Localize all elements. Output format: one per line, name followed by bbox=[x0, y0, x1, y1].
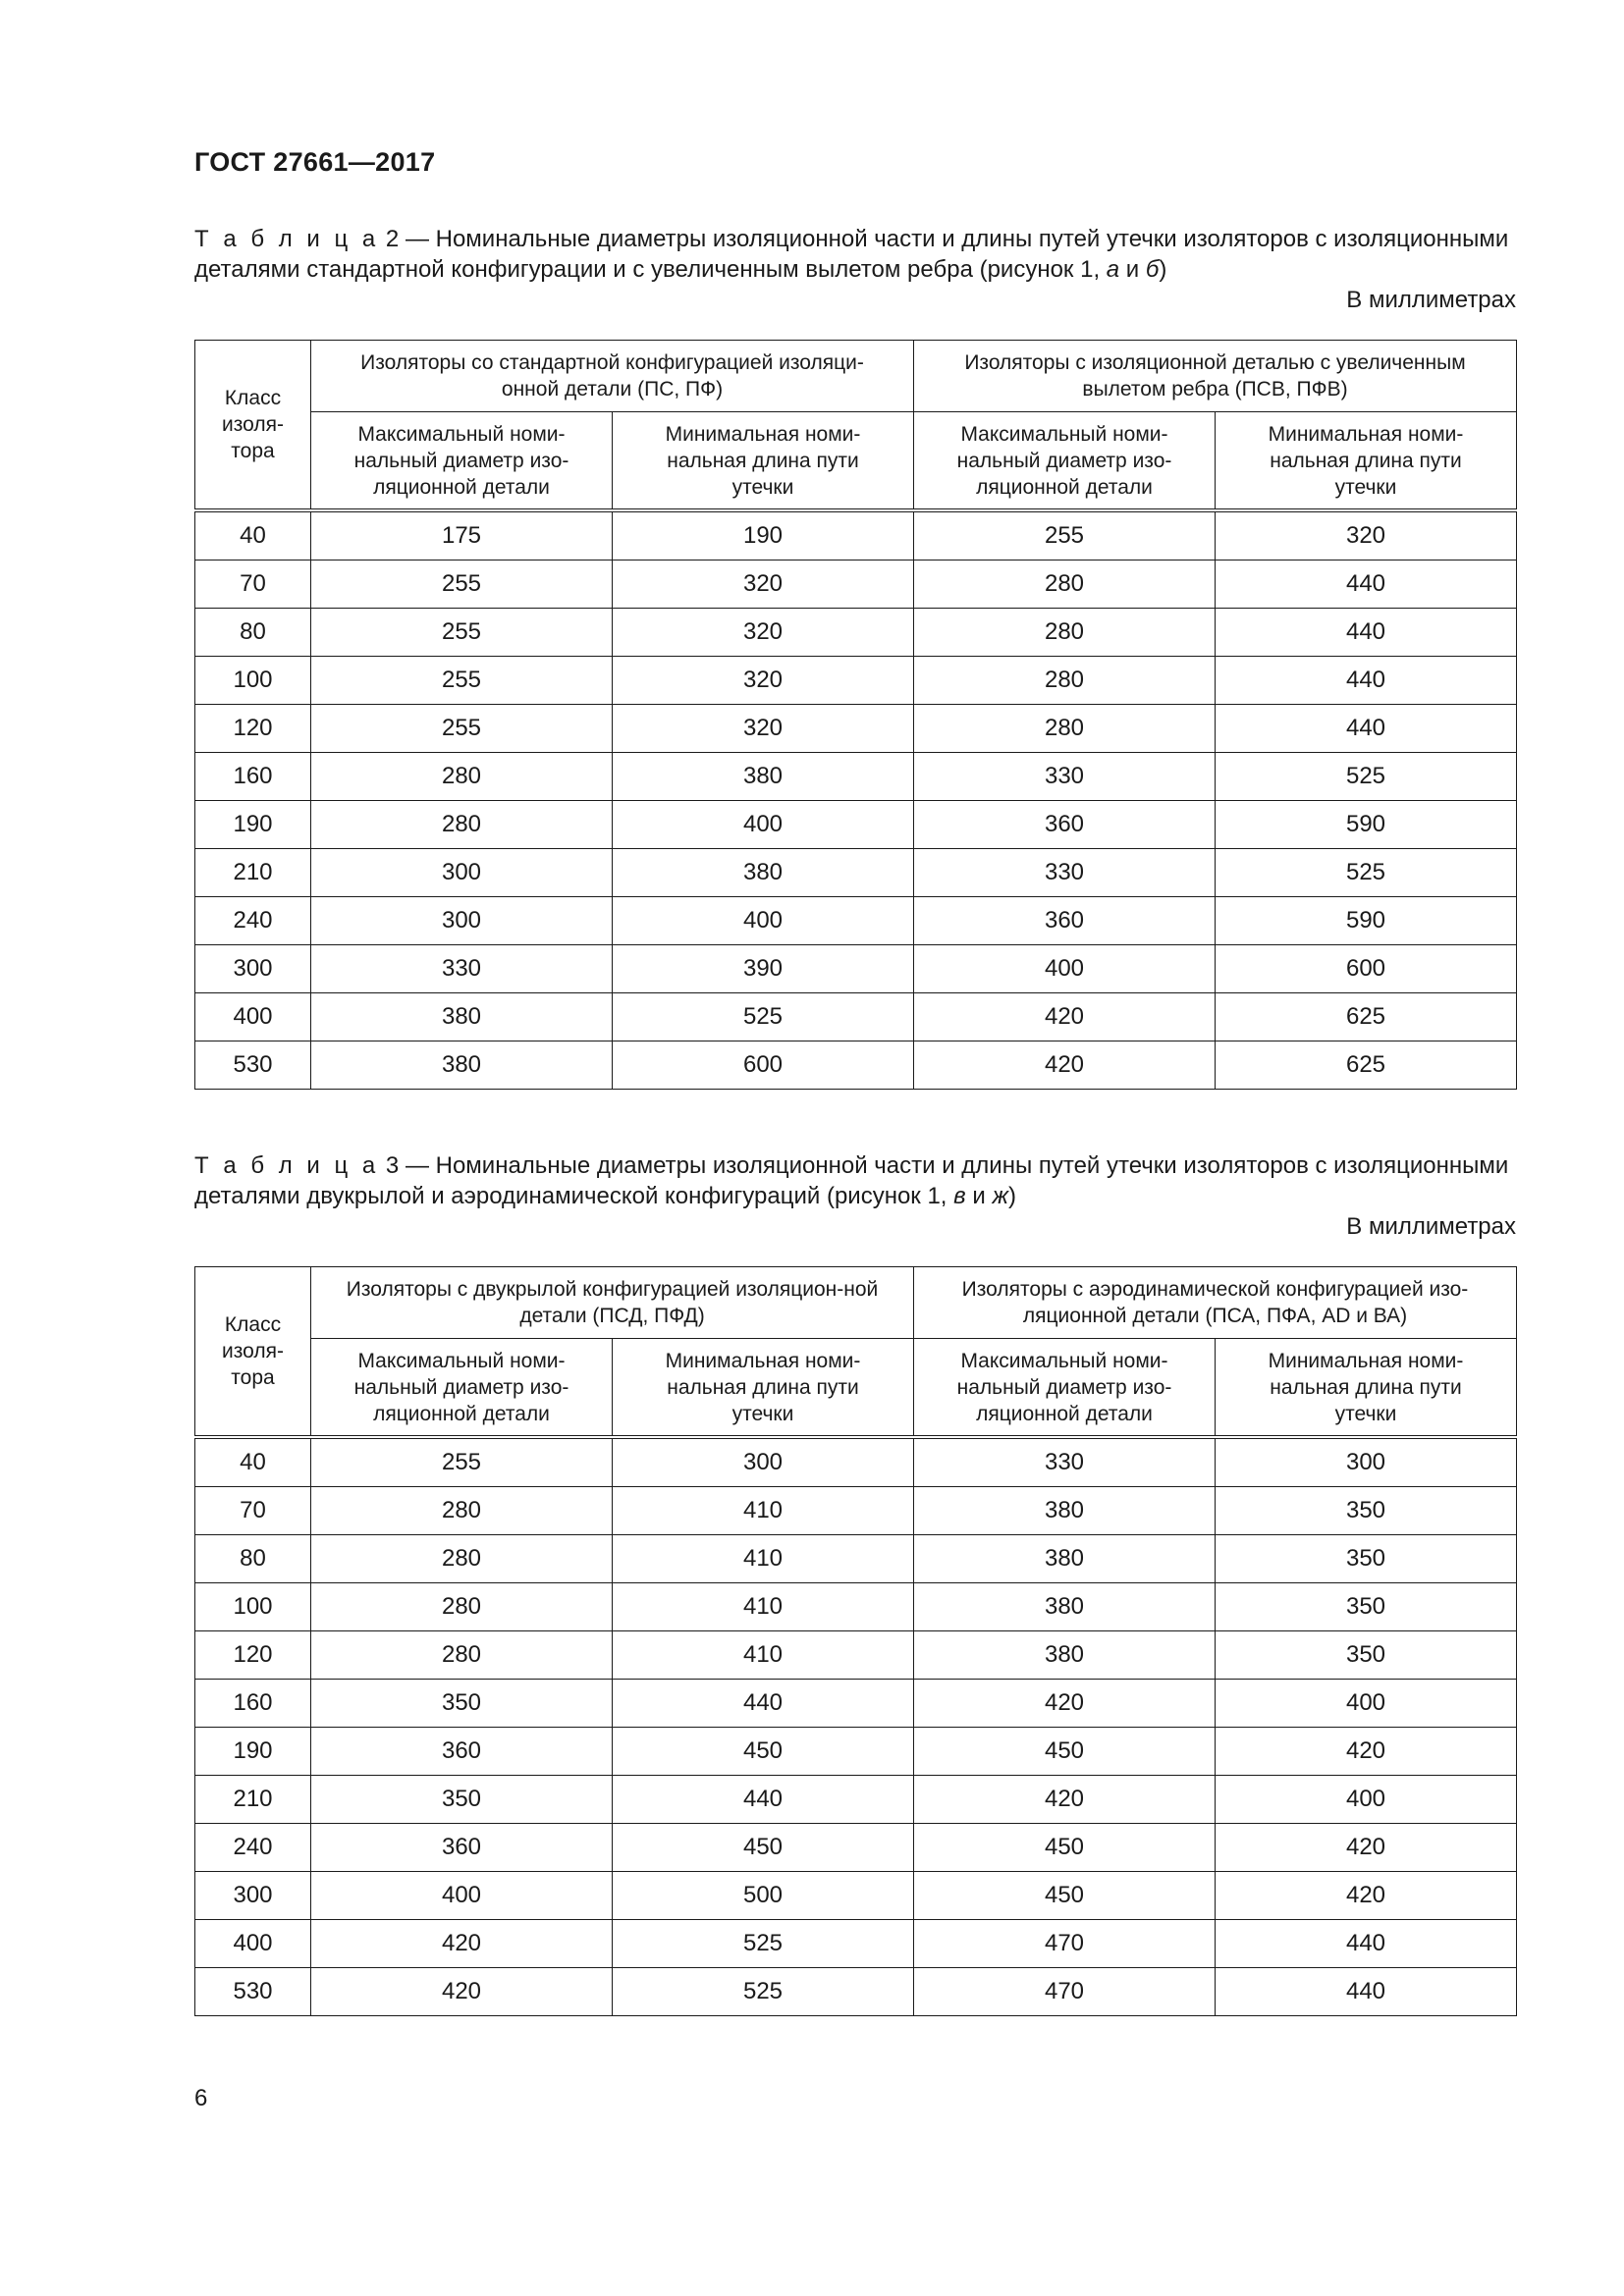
class-cell: 190 bbox=[195, 801, 311, 849]
value-cell: 420 bbox=[914, 1776, 1216, 1824]
table-row bbox=[195, 561, 1517, 609]
value-cell: 525 bbox=[613, 1920, 914, 1968]
value-cell: 400 bbox=[1216, 1680, 1517, 1728]
value-cell: 280 bbox=[311, 1487, 613, 1535]
value-cell: 410 bbox=[613, 1583, 914, 1631]
value-cell: 470 bbox=[914, 1968, 1216, 2016]
group-header-extended-rib: Изоляторы с изоляционной деталью с увеличенным вылетом ребра (ПСВ, ПФВ) bbox=[914, 341, 1517, 412]
value-cell: 625 bbox=[1216, 993, 1517, 1041]
value-cell: 380 bbox=[311, 1041, 613, 1090]
value-cell: 440 bbox=[1216, 705, 1517, 753]
table-row bbox=[195, 1487, 1517, 1535]
table-3-caption bbox=[194, 1150, 1516, 1211]
sub-header-max-diameter: Максимальный номи-нальный диаметр изо-ляционной детали bbox=[914, 1339, 1216, 1438]
value-cell: 470 bbox=[914, 1920, 1216, 1968]
value-cell: 360 bbox=[914, 897, 1216, 945]
sub-header-max-diameter: Максимальный номи-нальный диаметр изо-ляционной детали bbox=[311, 1339, 613, 1438]
value-cell: 420 bbox=[311, 1968, 613, 2016]
value-cell: 300 bbox=[311, 849, 613, 897]
value-cell: 320 bbox=[613, 657, 914, 705]
value-cell: 280 bbox=[914, 561, 1216, 609]
value-cell: 380 bbox=[914, 1535, 1216, 1583]
class-cell: 80 bbox=[195, 1535, 311, 1583]
value-cell: 360 bbox=[311, 1728, 613, 1776]
value-cell: 440 bbox=[1216, 609, 1517, 657]
value-cell: 600 bbox=[613, 1041, 914, 1090]
value-cell: 380 bbox=[914, 1487, 1216, 1535]
class-cell: 40 bbox=[195, 510, 311, 561]
value-cell: 625 bbox=[1216, 1041, 1517, 1090]
table-2-caption-ref-b: б bbox=[1145, 256, 1160, 283]
value-cell: 255 bbox=[914, 510, 1216, 561]
table-row bbox=[195, 1437, 1517, 1487]
value-cell: 420 bbox=[914, 993, 1216, 1041]
value-cell: 330 bbox=[914, 753, 1216, 801]
table-3-caption-and: и bbox=[965, 1183, 993, 1209]
value-cell: 280 bbox=[311, 1631, 613, 1680]
value-cell: 440 bbox=[613, 1776, 914, 1824]
value-cell: 320 bbox=[613, 561, 914, 609]
class-cell: 80 bbox=[195, 609, 311, 657]
value-cell: 320 bbox=[1216, 510, 1517, 561]
table-row bbox=[195, 801, 1517, 849]
class-column-header: Класс изоля-тора bbox=[195, 341, 311, 511]
table-row bbox=[195, 1680, 1517, 1728]
value-cell: 400 bbox=[311, 1872, 613, 1920]
value-cell: 300 bbox=[311, 897, 613, 945]
group-header-two-wing: Изоляторы с двукрылой конфигурацией изоляцион-ной детали (ПСД, ПФД) bbox=[311, 1267, 914, 1339]
table-3-units: В миллиметрах bbox=[1346, 1213, 1516, 1240]
sub-header-max-diameter: Максимальный номи-нальный диаметр изо-ляционной детали bbox=[914, 412, 1216, 511]
sub-header-min-leakage: Минимальная номи-нальная длина пути утечки bbox=[613, 1339, 914, 1438]
value-cell: 190 bbox=[613, 510, 914, 561]
value-cell: 420 bbox=[1216, 1872, 1517, 1920]
class-cell: 120 bbox=[195, 1631, 311, 1680]
value-cell: 410 bbox=[613, 1631, 914, 1680]
sub-header-min-leakage: Минимальная номи-нальная длина пути утечки bbox=[613, 412, 914, 511]
table-row bbox=[195, 1968, 1517, 2016]
class-cell: 160 bbox=[195, 753, 311, 801]
table-row bbox=[195, 1824, 1517, 1872]
value-cell: 330 bbox=[311, 945, 613, 993]
class-cell: 100 bbox=[195, 657, 311, 705]
value-cell: 360 bbox=[311, 1824, 613, 1872]
value-cell: 400 bbox=[613, 897, 914, 945]
value-cell: 420 bbox=[914, 1680, 1216, 1728]
table-row bbox=[195, 849, 1517, 897]
table-2-caption-and: и bbox=[1119, 256, 1146, 283]
value-cell: 440 bbox=[1216, 561, 1517, 609]
value-cell: 330 bbox=[914, 1437, 1216, 1487]
value-cell: 380 bbox=[613, 849, 914, 897]
value-cell: 380 bbox=[914, 1583, 1216, 1631]
table-row bbox=[195, 945, 1517, 993]
value-cell: 280 bbox=[311, 801, 613, 849]
value-cell: 280 bbox=[311, 1583, 613, 1631]
value-cell: 390 bbox=[613, 945, 914, 993]
table-row bbox=[195, 1872, 1517, 1920]
table-3-body bbox=[195, 1437, 1517, 2016]
class-cell: 100 bbox=[195, 1583, 311, 1631]
table-row bbox=[195, 1631, 1517, 1680]
value-cell: 440 bbox=[1216, 657, 1517, 705]
table-row bbox=[195, 1920, 1517, 1968]
value-cell: 380 bbox=[914, 1631, 1216, 1680]
value-cell: 440 bbox=[1216, 1968, 1517, 2016]
value-cell: 280 bbox=[311, 753, 613, 801]
table-2-units: В миллиметрах bbox=[1346, 287, 1516, 313]
class-cell: 210 bbox=[195, 849, 311, 897]
value-cell: 350 bbox=[1216, 1487, 1517, 1535]
value-cell: 255 bbox=[311, 561, 613, 609]
value-cell: 525 bbox=[613, 993, 914, 1041]
value-cell: 255 bbox=[311, 1437, 613, 1487]
class-cell: 400 bbox=[195, 1920, 311, 1968]
value-cell: 255 bbox=[311, 657, 613, 705]
value-cell: 500 bbox=[613, 1872, 914, 1920]
class-cell: 210 bbox=[195, 1776, 311, 1824]
value-cell: 450 bbox=[613, 1728, 914, 1776]
table-3-caption-text: 3 — Номинальные диаметры изоляционной части и длины путей утечки изоляторов с изоляционными деталями двукрылой и аэродинамической конфигураций (рисунок 1, bbox=[194, 1152, 1509, 1209]
value-cell: 420 bbox=[311, 1920, 613, 1968]
value-cell: 350 bbox=[311, 1680, 613, 1728]
table-3-caption-ref-zh: ж bbox=[992, 1183, 1008, 1209]
value-cell: 440 bbox=[1216, 1920, 1517, 1968]
table-row bbox=[195, 897, 1517, 945]
table-2-caption bbox=[194, 224, 1516, 285]
table-row bbox=[195, 705, 1517, 753]
class-cell: 160 bbox=[195, 1680, 311, 1728]
class-cell: 300 bbox=[195, 1872, 311, 1920]
value-cell: 350 bbox=[1216, 1583, 1517, 1631]
value-cell: 280 bbox=[914, 657, 1216, 705]
table-row bbox=[195, 753, 1517, 801]
value-cell: 420 bbox=[1216, 1824, 1517, 1872]
value-cell: 380 bbox=[311, 993, 613, 1041]
group-header-aerodynamic: Изоляторы с аэродинамической конфигурацией изо-ляционной детали (ПСА, ПФА, AD и ВА) bbox=[914, 1267, 1517, 1339]
table-row bbox=[195, 657, 1517, 705]
class-cell: 190 bbox=[195, 1728, 311, 1776]
value-cell: 280 bbox=[914, 705, 1216, 753]
value-cell: 350 bbox=[311, 1776, 613, 1824]
value-cell: 280 bbox=[914, 609, 1216, 657]
value-cell: 440 bbox=[613, 1680, 914, 1728]
class-cell: 70 bbox=[195, 561, 311, 609]
table-3-caption-lead: Т а б л и ц а bbox=[194, 1152, 380, 1179]
table-2-body bbox=[195, 510, 1517, 1090]
table-row bbox=[195, 609, 1517, 657]
value-cell: 420 bbox=[1216, 1728, 1517, 1776]
value-cell: 330 bbox=[914, 849, 1216, 897]
table-3-caption-end: ) bbox=[1007, 1183, 1016, 1209]
value-cell: 400 bbox=[1216, 1776, 1517, 1824]
table-2-caption-lead: Т а б л и ц а bbox=[194, 226, 380, 252]
class-cell: 70 bbox=[195, 1487, 311, 1535]
document-code: ГОСТ 27661—2017 bbox=[194, 147, 436, 177]
sub-header-max-diameter: Максимальный номи-нальный диаметр изо-ляционной детали bbox=[311, 412, 613, 511]
value-cell: 420 bbox=[914, 1041, 1216, 1090]
value-cell: 450 bbox=[613, 1824, 914, 1872]
table-3 bbox=[194, 1266, 1517, 2016]
class-cell: 300 bbox=[195, 945, 311, 993]
table-2-caption-ref-a: а bbox=[1106, 256, 1120, 283]
class-cell: 530 bbox=[195, 1968, 311, 2016]
sub-header-min-leakage: Минимальная номи-нальная длина пути утечки bbox=[1216, 412, 1517, 511]
value-cell: 450 bbox=[914, 1824, 1216, 1872]
table-row bbox=[195, 1535, 1517, 1583]
class-cell: 240 bbox=[195, 1824, 311, 1872]
value-cell: 400 bbox=[613, 801, 914, 849]
value-cell: 600 bbox=[1216, 945, 1517, 993]
value-cell: 590 bbox=[1216, 897, 1517, 945]
value-cell: 350 bbox=[1216, 1631, 1517, 1680]
table-row bbox=[195, 1776, 1517, 1824]
value-cell: 255 bbox=[311, 705, 613, 753]
value-cell: 350 bbox=[1216, 1535, 1517, 1583]
value-cell: 255 bbox=[311, 609, 613, 657]
table-2 bbox=[194, 340, 1517, 1090]
value-cell: 320 bbox=[613, 705, 914, 753]
class-column-header: Класс изоля-тора bbox=[195, 1267, 311, 1438]
value-cell: 525 bbox=[1216, 753, 1517, 801]
page-number: 6 bbox=[194, 2085, 208, 2111]
value-cell: 300 bbox=[613, 1437, 914, 1487]
table-row bbox=[195, 1583, 1517, 1631]
class-cell: 240 bbox=[195, 897, 311, 945]
value-cell: 320 bbox=[613, 609, 914, 657]
value-cell: 410 bbox=[613, 1487, 914, 1535]
value-cell: 410 bbox=[613, 1535, 914, 1583]
class-cell: 40 bbox=[195, 1437, 311, 1487]
value-cell: 525 bbox=[1216, 849, 1517, 897]
value-cell: 175 bbox=[311, 510, 613, 561]
value-cell: 590 bbox=[1216, 801, 1517, 849]
value-cell: 400 bbox=[914, 945, 1216, 993]
sub-header-min-leakage: Минимальная номи-нальная длина пути утечки bbox=[1216, 1339, 1517, 1438]
table-2-caption-text: 2 — Номинальные диаметры изоляционной части и длины путей утечки изоляторов с изоляционными деталями стандартной конфигурации и с увеличенным вылетом ребра (рисунок 1, bbox=[194, 226, 1509, 283]
value-cell: 380 bbox=[613, 753, 914, 801]
value-cell: 525 bbox=[613, 1968, 914, 2016]
table-row bbox=[195, 510, 1517, 561]
class-cell: 120 bbox=[195, 705, 311, 753]
class-cell: 400 bbox=[195, 993, 311, 1041]
group-header-standard: Изоляторы со стандартной конфигурацией изоляци-онной детали (ПС, ПФ) bbox=[311, 341, 914, 412]
class-cell: 530 bbox=[195, 1041, 311, 1090]
table-row bbox=[195, 993, 1517, 1041]
table-row bbox=[195, 1728, 1517, 1776]
value-cell: 450 bbox=[914, 1872, 1216, 1920]
value-cell: 280 bbox=[311, 1535, 613, 1583]
table-2-caption-end: ) bbox=[1159, 256, 1167, 283]
table-row bbox=[195, 1041, 1517, 1090]
value-cell: 300 bbox=[1216, 1437, 1517, 1487]
table-3-caption-ref-v: в bbox=[953, 1183, 966, 1209]
value-cell: 450 bbox=[914, 1728, 1216, 1776]
value-cell: 360 bbox=[914, 801, 1216, 849]
